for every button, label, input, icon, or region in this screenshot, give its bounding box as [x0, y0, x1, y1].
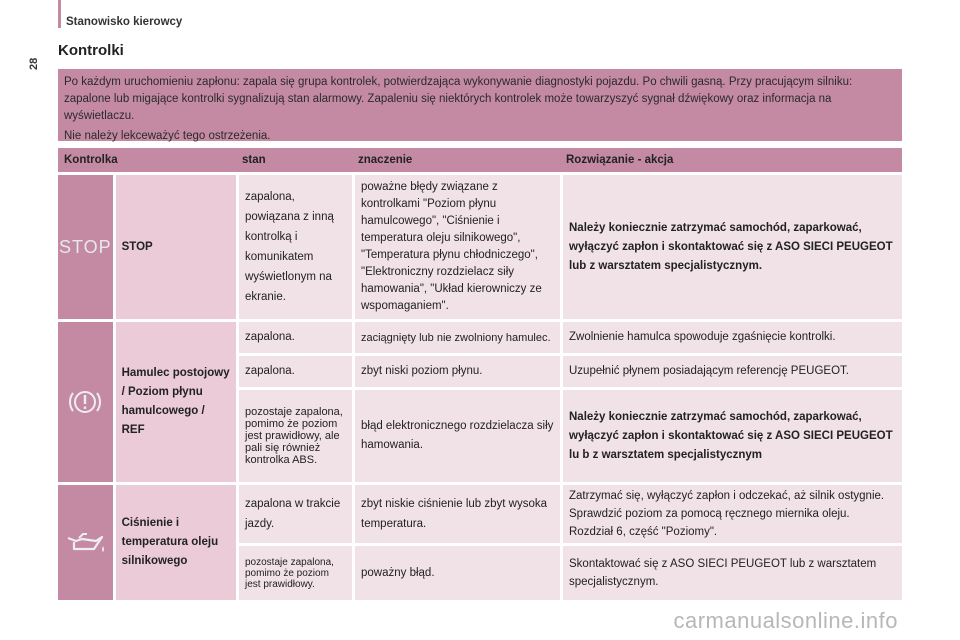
header-stan: stan — [236, 148, 352, 172]
intro-paragraph-2: Nie należy lekceważyć tego ostrzeżenia. — [64, 130, 271, 142]
brake-warning-icon — [67, 384, 103, 420]
brake-icon-cell — [58, 322, 113, 482]
warning-lights-table — [58, 145, 902, 603]
table-header-row — [58, 148, 902, 172]
stop-znaczenie: poważne błędy związane z kontrolkami "Poziom płynu hamulcowego", "Ciśnienie i temperatura oleju silnikowego", "Temperatura płynu chłodniczego", "Elektroniczny rozdzielacz siły hamowania", "Układ kierowniczy ze wspomaganiem". — [352, 175, 560, 319]
section-title: Stanowisko kierowcy — [66, 16, 183, 28]
brake-akcja-3: Należy koniecznie zatrzymać samochód, zaparkować, wyłączyć zapłon i skontaktować się z ASO SIECI PEUGEOT lu b z warsztatem specjalistycznym — [560, 390, 902, 482]
header-akcja: Rozwiązanie - akcja — [560, 148, 902, 172]
oil-akcja-2: Skontaktować się z ASO SIECI PEUGEOT lub z warsztatem specjalistycznym. — [560, 546, 902, 600]
page-title: Kontrolki — [58, 42, 124, 59]
stop-name: STOP — [113, 175, 236, 319]
oil-stan-2: pozostaje zapalona, pomimo że poziom jest prawidłowy. — [236, 546, 352, 600]
oil-akcja-1: Zatrzymać się, wyłączyć zapłon i odczekać, aż silnik ostygnie. Sprawdzić poziom za pomocą ręcznego miernika oleju. Rozdział 6, część "Poziomy". — [560, 485, 902, 543]
stop-icon: STOP — [58, 236, 112, 257]
header-znaczenie: znaczenie — [352, 148, 560, 172]
oil-znaczenie-2: poważny błąd. — [352, 546, 560, 600]
table-row-oil-1 — [58, 485, 902, 543]
brake-akcja-2: Uzupełnić płynem posiadającym referencję PEUGEOT. — [560, 356, 902, 387]
oil-znaczenie-1: zbyt niskie ciśnienie lub zbyt wysoka temperatura. — [352, 485, 560, 543]
oil-pressure-icon — [64, 530, 106, 556]
brake-znaczenie-1: zaciągnięty lub nie zwolniony hamulec. — [352, 322, 560, 353]
stop-stan: zapalona, powiązana z inną kontrolką i komunikatem wyświetlonym na ekranie. — [236, 175, 352, 319]
oil-icon-cell — [58, 485, 113, 600]
watermark-link[interactable]: carmanualsonline.info — [673, 608, 898, 633]
page-number: 28 — [28, 57, 40, 70]
oil-name: Ciśnienie i temperatura oleju silnikowego — [113, 485, 236, 600]
oil-stan-1: zapalona w trakcie jazdy. — [236, 485, 352, 543]
brake-znaczenie-2: zbyt niski poziom płynu. — [352, 356, 560, 387]
side-accent-bar — [58, 0, 61, 28]
brake-stan-2: zapalona. — [236, 356, 352, 387]
stop-icon-cell — [58, 175, 113, 319]
table-row-stop — [58, 175, 902, 319]
brake-znaczenie-3: błąd elektronicznego rozdzielacza siły hamowania. — [352, 390, 560, 482]
intro-paragraph-1: Po każdym uruchomieniu zapłonu: zapala się grupa kontrolek, potwierdzająca wykonywanie diagnostyki pojazdu. Po chwili gasną. Przy pracującym silniku: zapalone lub migające kontrolki sygnalizują stan alarmowy. Zapaleniu się niektórych kontrolek może towarzyszyć sygnał dźwiękowy oraz informacja na wyświetlaczu. — [64, 76, 853, 122]
brake-name: Hamulec postojowy / Poziom płynu hamulcowego / REF — [113, 322, 236, 482]
header-kontrolka: Kontrolka — [58, 148, 236, 172]
table-row-brake-1 — [58, 322, 902, 353]
stop-akcja: Należy koniecznie zatrzymać samochód, zaparkować, wyłączyć zapłon i skontaktować się z ASO SIECI PEUGEOT lub z warsztatem specjalistycznym. — [560, 175, 902, 319]
intro-box — [58, 69, 902, 141]
brake-stan-1: zapalona. — [236, 322, 352, 353]
brake-stan-3: pozostaje zapalona, pomimo że poziom jest prawidłowy, ale pali się również kontrolka ABS. — [236, 390, 352, 482]
brake-akcja-1: Zwolnienie hamulca spowoduje zgaśnięcie kontrolki. — [560, 322, 902, 353]
